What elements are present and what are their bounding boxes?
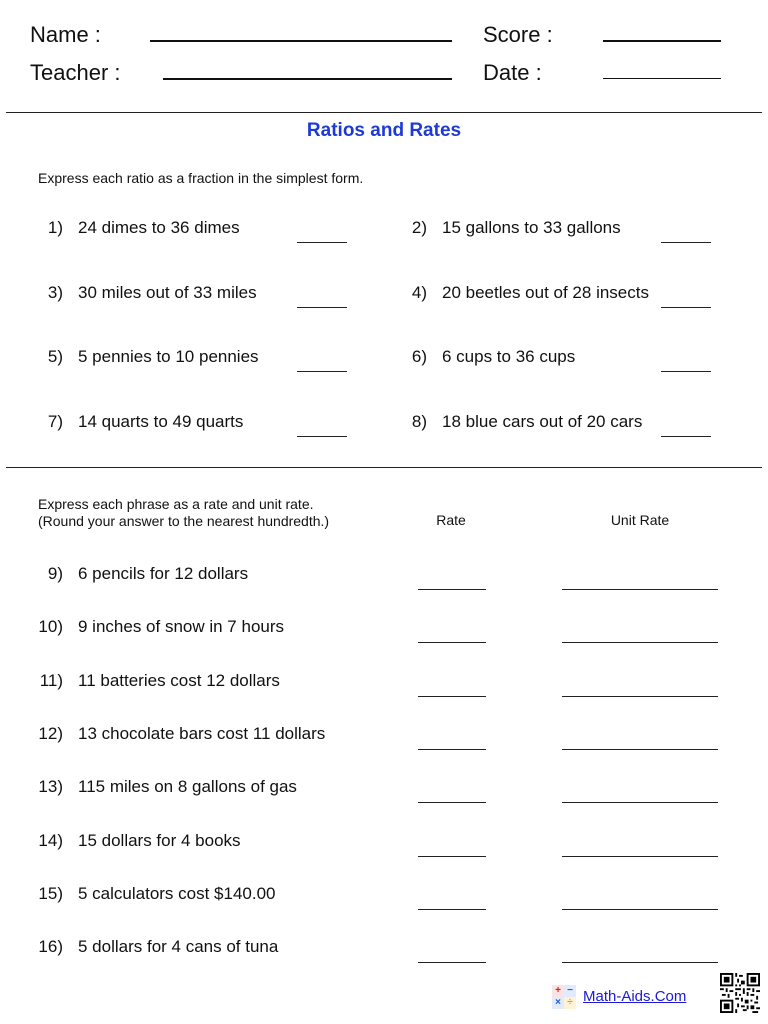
question-text: 15 dollars for 4 books bbox=[78, 830, 241, 850]
question-number: 3) bbox=[47, 283, 63, 302]
question-number: 15) bbox=[38, 883, 63, 903]
rate-answer-blank[interactable] bbox=[418, 802, 486, 803]
score-label: Score : bbox=[483, 22, 553, 47]
question-number: 13) bbox=[38, 777, 63, 797]
answer-blank[interactable] bbox=[661, 307, 711, 308]
teacher-field[interactable] bbox=[163, 78, 452, 80]
answer-blank[interactable] bbox=[297, 436, 347, 437]
rate-answer-blank[interactable] bbox=[418, 856, 486, 857]
times-icon: × bbox=[552, 997, 564, 1009]
qr-code-icon bbox=[720, 973, 760, 1013]
name-field[interactable] bbox=[150, 40, 452, 42]
question-text: 115 miles on 8 gallons of gas bbox=[78, 777, 297, 797]
question-number: 6) bbox=[411, 347, 427, 366]
question-text: 15 gallons to 33 gallons bbox=[442, 218, 621, 237]
question-text: 6 pencils for 12 dollars bbox=[78, 564, 249, 583]
question-number: 10) bbox=[38, 617, 63, 637]
question-text: 30 miles out of 33 miles bbox=[78, 283, 257, 302]
question-text: 24 dimes to 36 dimes bbox=[78, 218, 240, 237]
answer-blank[interactable] bbox=[661, 436, 711, 437]
divide-icon: ÷ bbox=[564, 997, 576, 1009]
unit-rate-answer-blank[interactable] bbox=[562, 642, 718, 643]
name-label: Name : bbox=[30, 22, 101, 47]
unit-rate-answer-blank[interactable] bbox=[562, 962, 718, 963]
question-number: 8) bbox=[411, 412, 427, 431]
section2-instruction-line1: Express each phrase as a rate and unit rate. bbox=[38, 496, 314, 512]
date-label: Date : bbox=[483, 60, 542, 85]
question-number: 9) bbox=[47, 564, 63, 583]
answer-blank[interactable] bbox=[661, 242, 711, 243]
unit-rate-column-header: Unit Rate bbox=[610, 512, 670, 528]
answer-blank[interactable] bbox=[297, 371, 347, 372]
question-number: 7) bbox=[47, 412, 63, 431]
teacher-label: Teacher : bbox=[30, 60, 121, 85]
unit-rate-answer-blank[interactable] bbox=[562, 696, 718, 697]
question-text: 5 calculators cost $140.00 bbox=[78, 883, 276, 903]
question-number: 16) bbox=[38, 937, 63, 957]
question-text: 20 beetles out of 28 insects bbox=[442, 283, 649, 302]
unit-rate-answer-blank[interactable] bbox=[562, 589, 718, 590]
question-text: 5 pennies to 10 pennies bbox=[78, 347, 259, 366]
header-divider bbox=[6, 112, 762, 113]
question-text: 11 batteries cost 12 dollars bbox=[78, 670, 280, 690]
rate-answer-blank[interactable] bbox=[418, 642, 486, 643]
section2-instruction bbox=[38, 496, 329, 530]
question-number: 12) bbox=[38, 723, 63, 743]
unit-rate-answer-blank[interactable] bbox=[562, 802, 718, 803]
question-number: 5) bbox=[47, 347, 63, 366]
unit-rate-answer-blank[interactable] bbox=[562, 909, 718, 910]
rate-answer-blank[interactable] bbox=[418, 962, 486, 963]
question-text: 5 dollars for 4 cans of tuna bbox=[78, 937, 279, 957]
question-number: 14) bbox=[38, 830, 63, 850]
answer-blank[interactable] bbox=[297, 307, 347, 308]
question-number: 4) bbox=[411, 283, 427, 302]
unit-rate-answer-blank[interactable] bbox=[562, 749, 718, 750]
question-text: 9 inches of snow in 7 hours bbox=[78, 617, 285, 637]
rate-column-header: Rate bbox=[436, 512, 466, 528]
answer-blank[interactable] bbox=[661, 371, 711, 372]
score-field[interactable] bbox=[603, 40, 721, 42]
question-number: 2) bbox=[411, 218, 427, 237]
page-title: Ratios and Rates bbox=[306, 120, 462, 141]
question-text: 6 cups to 36 cups bbox=[442, 347, 576, 366]
rate-answer-blank[interactable] bbox=[418, 909, 486, 910]
math-aids-link[interactable]: Math-Aids.Com bbox=[583, 988, 687, 1005]
question-text: 18 blue cars out of 20 cars bbox=[442, 412, 643, 431]
unit-rate-answer-blank[interactable] bbox=[562, 856, 718, 857]
rate-answer-blank[interactable] bbox=[418, 589, 486, 590]
question-text: 13 chocolate bars cost 11 dollars bbox=[78, 723, 326, 743]
question-number: 11) bbox=[39, 670, 63, 690]
section-divider bbox=[6, 467, 762, 468]
question-number: 1) bbox=[47, 218, 63, 237]
minus-icon: − bbox=[564, 985, 576, 997]
section2-instruction-line2: (Round your answer to the nearest hundredth.) bbox=[38, 513, 330, 529]
date-field[interactable] bbox=[603, 78, 721, 79]
answer-blank[interactable] bbox=[297, 242, 347, 243]
rate-answer-blank[interactable] bbox=[418, 749, 486, 750]
rate-answer-blank[interactable] bbox=[418, 696, 486, 697]
calculator-icon bbox=[552, 985, 576, 1009]
question-text: 14 quarts to 49 quarts bbox=[78, 412, 244, 431]
section1-instruction: Express each ratio as a fraction in the simplest form. bbox=[38, 170, 364, 186]
plus-icon: + bbox=[552, 985, 564, 997]
